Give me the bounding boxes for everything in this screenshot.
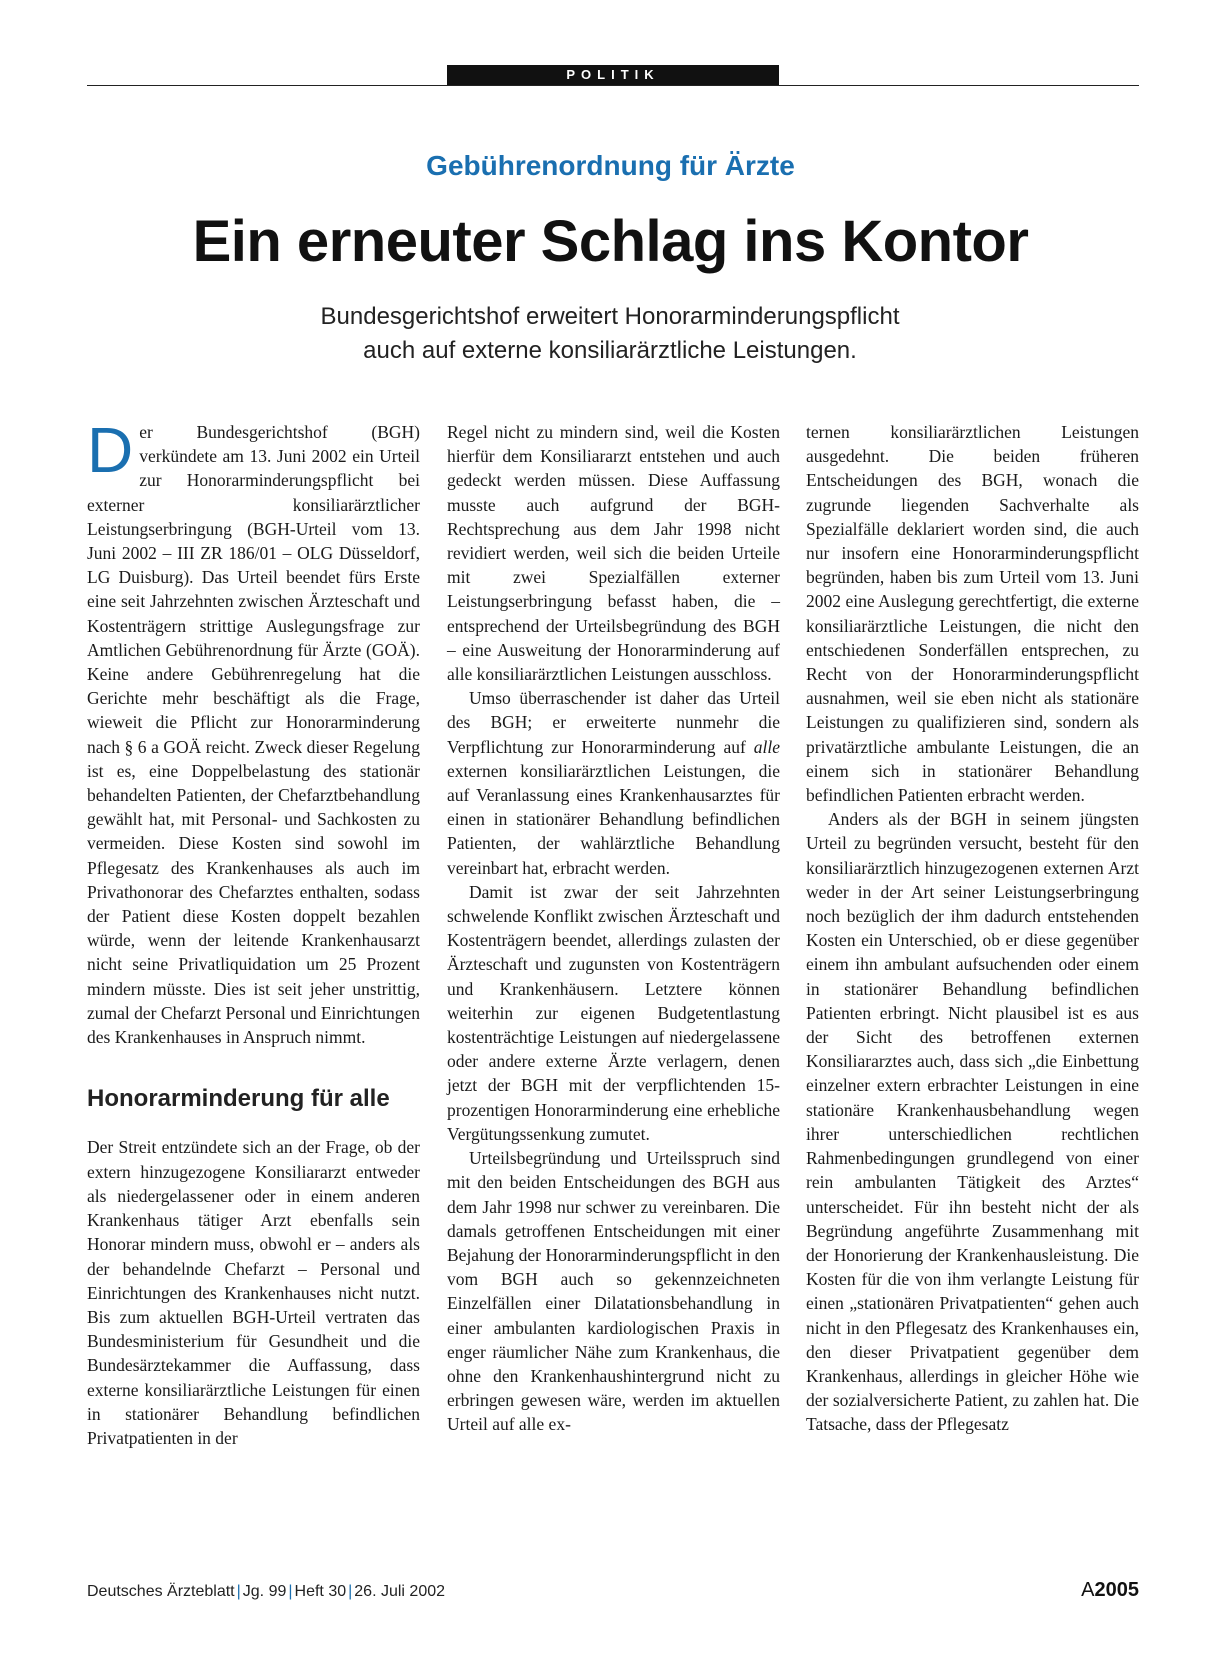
paragraph — [87, 414, 420, 1049]
article-title: Ein erneuter Schlag ins Kontor — [192, 209, 1029, 274]
subtitle-line-1: Bundesgerichtshof erweitert Honorarminderungspflicht — [320, 303, 900, 330]
issue-date: 26. Juli 2002 — [354, 1583, 446, 1600]
paragraph: ternen konsiliarärztlichen Leistungen ausgedehnt. Die beiden früheren Entscheidungen des BGH, wonach die zugrunde liegenden Sachverhalte als Spezialfälle deklariert worden sind, die auch nur insofern eine Honorarminderungspflicht begründen, haben bis zum Urteil vom 13. Juni 2002 eine Auslegung gerechtfertigt, die externe konsiliarärztliche Leistungen, die nicht den entschiedenen Sonderfällen entsprechen, zu Recht von der Honorarminderungspflicht ausnahmen, weil sie eben nicht als stationäre Leistungen zu qualifizieren sind, sondern als privatärztliche ambulante Leistungen, die an einem sich in stationärer Behandlung befindlichen Patienten erbracht werden. — [806, 422, 1139, 806]
paragraph-text: externen konsiliarärztlichen Leistungen, die auf Veranlassung eines Krankenhausarztes für einen in stationärer Behandlung befindlichen Patienten, der wahlärztliche Behandlung vereinbart hat, erbracht werden. — [447, 760, 780, 878]
paragraph: Urteilsbegründung und Urteilsspruch sind mit den beiden Entscheidungen des BGH aus dem Jahr 1998 nur schwer zu vereinbaren. Die damals getroffenen Entscheidungen mit einer Bejahung der Honorarminderungspflicht in den vom BGH auch so gekennzeichneten Einzelfällen einer Dilatationsbehandlung in einer ambulanten kardiologischen Praxis in enger räumlicher Nähe zum Krankenhaus, die ohne den Krankenhaushintergrund nicht zu erbringen gewesen wäre, werden im aktuellen Urteil auf alle ex- — [447, 1148, 780, 1435]
page-number — [1081, 1579, 1139, 1602]
issue: Heft 30 — [294, 1583, 347, 1600]
article-subtitle — [260, 300, 960, 368]
column-1 — [87, 414, 420, 1450]
paragraph: Anders als der BGH in seinem jüngsten Urteil zu begründen versucht, besteht für den konsiliarärztlich hinzugezogenen externen Arzt weder in der Art seiner Leistungserbringung noch bezüglich der ihm dadurch entstehenden Kosten ein Unterschied, ob er diese gegenüber einem ihn ambulant aufsuchenden oder einem in stationärer Behandlung befindlichen Patienten erbringt. Nicht plausibel ist es aus der Sicht des betroffenen externen Konsiliararztes auch, dass sich „die Einbettung einzelner extern erbrachter Leistungen in eine stationäre Krankenhausbehandlung wegen ihrer unterschiedlichen rechtlichen Rahmenbedingungen grundlegend von einer rein ambulanten Tätigkeit des Arztes“ unterscheidet. Für ihn besteht nicht der als Begründung angeführte Zusammenhang mit der Honorierung der Krankenhausleistung. Die Kosten für die von ihm verlangte Leistung für einen „stationären Privatpatienten“ gehen auch nicht in den Pflegesatz des Krankenhauses ein, den dieser Privatpatient gegenüber dem Krankenhaus, allerdings in gleicher Höhe wie der sozialversicherte Patient, zu zahlen hat. Die Tatsache, dass der Pflegesatz — [806, 809, 1139, 1435]
journal-name: Deutsches Ärzteblatt — [87, 1583, 235, 1600]
page-number-value: 2005 — [1094, 1579, 1139, 1601]
column-2 — [447, 420, 780, 1437]
section-heading: Honorarminderung für alle — [87, 1085, 390, 1113]
subtitle-line-2: auch auf externe konsiliarärztliche Leistungen. — [363, 337, 857, 364]
paragraph — [447, 686, 780, 880]
drop-cap: D — [87, 414, 134, 486]
section-label: POLITIK — [447, 65, 779, 85]
page-prefix: A — [1081, 1579, 1095, 1601]
column-3 — [806, 420, 1139, 1437]
paragraph: Der Streit entzündete sich an der Frage, ob der extern hinzugezogene Konsiliararzt entweder als niedergelassener oder in einem anderen Krankenhaus tätiger Arzt ebenfalls sein Honorar mindern muss, obwohl er – anders als der behandelnde Chefarzt – Personal und Einrichtungen des Krankenhauses nicht nutzt. Bis zum aktuellen BGH-Urteil vertraten das Bundesministerium für Gesundheit und die Bundesärztekammer die Auffassung, dass externe konsiliarärztliche Leistungen für einen in stationärer Behandlung befindlichen Privatpatienten in der — [87, 1137, 420, 1448]
paragraph: Regel nicht zu mindern sind, weil die Kosten hierfür dem Konsiliararzt entstehen und auch gedeckt werden müssen. Diese Auffassung musste auch aufgrund der BGH-Rechtsprechung aus dem Jahr 1998 nicht revidiert werden, weil sich die beiden Urteile mit zwei Spezialfällen externer Leistungserbringung befasst haben, die – entsprechend der Urteilsbegründung des BGH – eine Ausweitung der Honorarminderung auf alle konsiliarärztlichen Leistungen ausschloss. — [447, 422, 780, 685]
footer-citation — [87, 1583, 445, 1601]
paragraph-text: Umso überraschender ist daher das Urteil des BGH; er erweiterte nunmehr die Verpflichtung zur Honorarminderung auf — [447, 688, 780, 757]
separator: | — [236, 1583, 241, 1600]
volume: Jg. 99 — [242, 1583, 287, 1600]
article-kicker: Gebührenordnung für Ärzte — [426, 150, 795, 181]
separator: | — [348, 1583, 353, 1600]
separator: | — [288, 1583, 293, 1600]
paragraph: Damit ist zwar der seit Jahrzehnten schwelende Konflikt zwischen Ärzteschaft und Kostenträgern beendet, allerdings zulasten der Ärzteschaft und zugunsten von Kostenträgern und Krankenhäusern. Letztere können weiterhin zur eigenen Budgetentlastung kostenträchtige Leistungen auf niedergelassene oder andere externe Ärzte verlagern, denen jetzt der BGH mit der verpflichtenden 15-prozentigen Honorarminderung eine erhebliche Vergütungssenkung zumutet. — [447, 881, 780, 1144]
emphasis: alle — [753, 736, 780, 757]
paragraph-text: er Bundesgerichtshof (BGH) verkündete am 13. Juni 2002 ein Urteil zur Honorarminderungspflicht bei externer konsiliarärztlicher Leistungserbringung (BGH-Urteil vom 13. Juni 2002 – III ZR 186/01 – OLG Düsseldorf, LG Duisburg). Das Urteil beendet fürs Erste eine seit Jahrzehnten zwischen Ärzteschaft und Kostenträgern strittige Auslegungsfrage zur Amtlichen Gebührenordnung für Ärzte (GOÄ). Keine andere Gebührenregelung hat die Gerichte mehr beschäftigt als die Frage, wieweit die Pflicht zur Honorarminderung nach § 6 a GOÄ reicht. Zweck dieser Regelung ist es, eine Doppelbelastung des stationär behandelten Patienten, der Chefarztbehandlung gewählt hat, mit Personal- und Sachkosten zu vermeiden. Diese Kosten sind sowohl im Pflegesatz des Krankenhauses als auch im Privathonorar des Chefarztes enthalten, sodass der Patient diese Kosten doppelt bezahlen würde, wenn der leitende Krankenhausarzt nicht seine Privatliquidation um 25 Prozent mindern müsste. Dies ist seit jeher unstrittig, zumal der Chefarzt Personal und Einrichtungen des Krankenhauses in Anspruch nimmt. — [87, 422, 420, 1048]
header-rule — [87, 85, 1139, 86]
